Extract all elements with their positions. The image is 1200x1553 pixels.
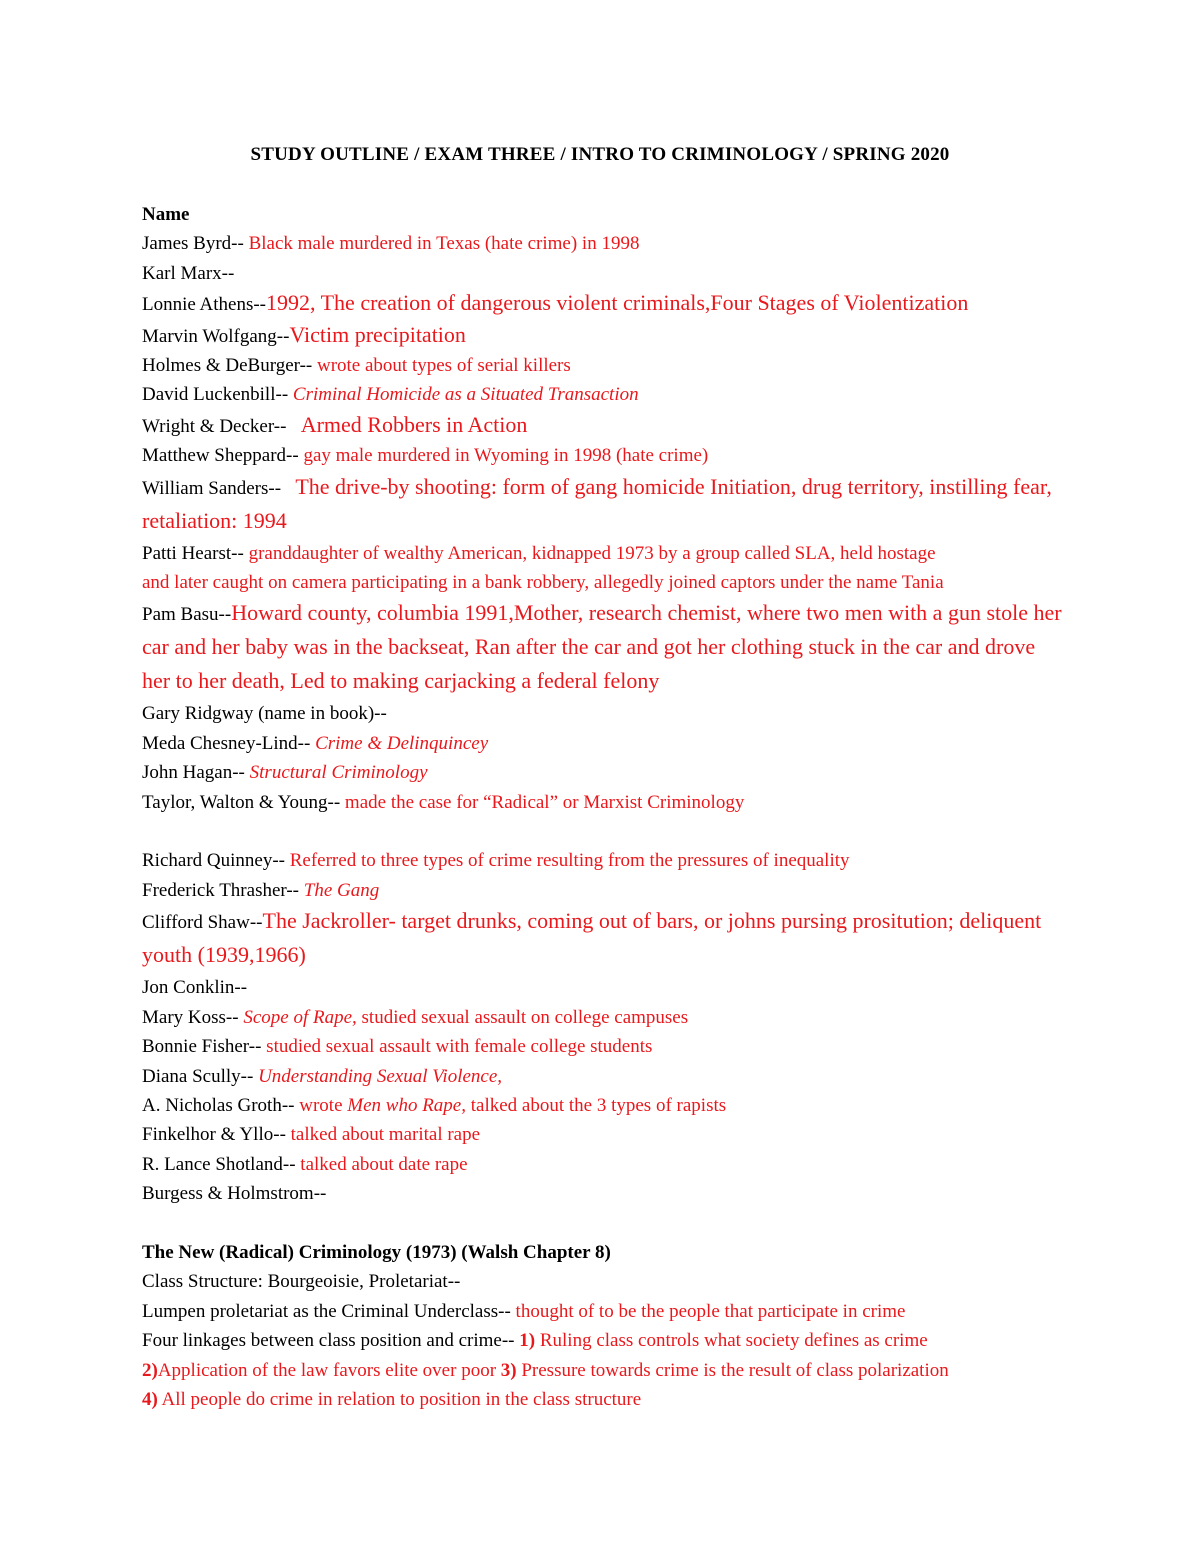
entry-hearst: Patti Hearst-- granddaughter of wealthy American, kidnapped 1973 by a group called SLA, held hostage (142, 542, 936, 564)
linkages-line-1: Four linkages between class position and crime-- 1) Ruling class controls what society defines as crime (142, 1330, 928, 1352)
entry-shotland: R. Lance Shotland-- talked about date rape (142, 1153, 468, 1175)
entry-koss: Mary Koss-- Scope of Rape, studied sexual assault on college campuses (142, 1006, 689, 1028)
entry-conklin: Jon Conklin-- (142, 977, 248, 999)
class-structure-line: Class Structure: Bourgeoisie, Proletariat-- (142, 1271, 461, 1293)
entry-sanders: William Sanders-- The drive-by shooting: form of gang homicide Initiation, drug territory, instilling fear, retaliation: 1994 (142, 473, 1052, 533)
entry-hagan: John Hagan-- Structural Criminology (142, 762, 428, 784)
entry-taylor: Taylor, Walton & Young-- made the case for “Radical” or Marxist Criminology (142, 791, 745, 813)
lumpen-line: Lumpen proletariat as the Criminal Underclass-- thought of to be the people that participate in crime (142, 1300, 906, 1322)
entry-burgess: Burgess & Holmstrom-- (142, 1183, 327, 1205)
entry-quinney: Richard Quinney-- Referred to three types of crime resulting from the pressures of inequality (142, 850, 850, 872)
entry-shaw: Clifford Shaw--The Jackroller- target drunks, coming out of bars, or johns pursing prositution; deliquent youth (1939,1966) (142, 908, 1042, 968)
entry-athens: Lonnie Athens--1992, The creation of dangerous violent criminals,Four Stages of Violentization (142, 290, 969, 316)
entry-ridgway: Gary Ridgway (name in book)-- (142, 703, 387, 725)
name-heading: Name (142, 204, 190, 225)
entry-groth: A. Nicholas Groth-- wrote Men who Rape, talked about the 3 types of rapists (142, 1094, 727, 1116)
entry-sheppard: Matthew Sheppard-- gay male murdered in Wyoming in 1998 (hate crime) (142, 445, 709, 467)
document-title: STUDY OUTLINE / EXAM THREE / INTRO TO CRIMINOLOGY / SPRING 2020 (250, 144, 950, 165)
entry-scully: Diana Scully-- Understanding Sexual Violence, (142, 1065, 503, 1087)
section-heading-radical: The New (Radical) Criminology (1973) (Walsh Chapter 8) (142, 1241, 611, 1263)
entry-thrasher: Frederick Thrasher-- The Gang (142, 879, 380, 901)
document-body (142, 200, 1142, 1414)
entry-wolfgang: Marvin Wolfgang--Victim precipitation (142, 321, 466, 347)
entry-marx: Karl Marx-- (142, 262, 235, 284)
blank-line (142, 1209, 1142, 1238)
entry-finkelhor: Finkelhor & Yllo-- talked about marital rape (142, 1124, 481, 1146)
entry-fisher: Bonnie Fisher-- studied sexual assault with female college students (142, 1036, 653, 1058)
entry-basu: Pam Basu--Howard county, columbia 1991,Mother, research chemist, where two men with a gun stole her car and her baby was in the backseat, Ran after the car and got her clothing stuck in the car and drove her to her death, Led to making carjacking a federal felony (142, 600, 1062, 694)
entry-wright: Wright & Decker-- Armed Robbers in Action (142, 411, 528, 437)
blank-line (142, 817, 1142, 846)
linkages-line-3: 4) All people do crime in relation to position in the class structure (142, 1388, 642, 1410)
entry-holmes: Holmes & DeBurger-- wrote about types of serial killers (142, 355, 571, 377)
entry-luckenbill: David Luckenbill-- Criminal Homicide as a Situated Transaction (142, 384, 639, 406)
entry-byrd: James Byrd-- Black male murdered in Texas (hate crime) in 1998 (142, 233, 640, 255)
linkages-line-2: 2)Application of the law favors elite over poor 3) Pressure towards crime is the result of class polarization (142, 1359, 949, 1381)
entry-chesney: Meda Chesney-Lind-- Crime & Delinquincey (142, 732, 489, 754)
entry-hearst-cont: and later caught on camera participating in a bank robbery, allegedly joined captors under the name Tania (142, 572, 944, 594)
